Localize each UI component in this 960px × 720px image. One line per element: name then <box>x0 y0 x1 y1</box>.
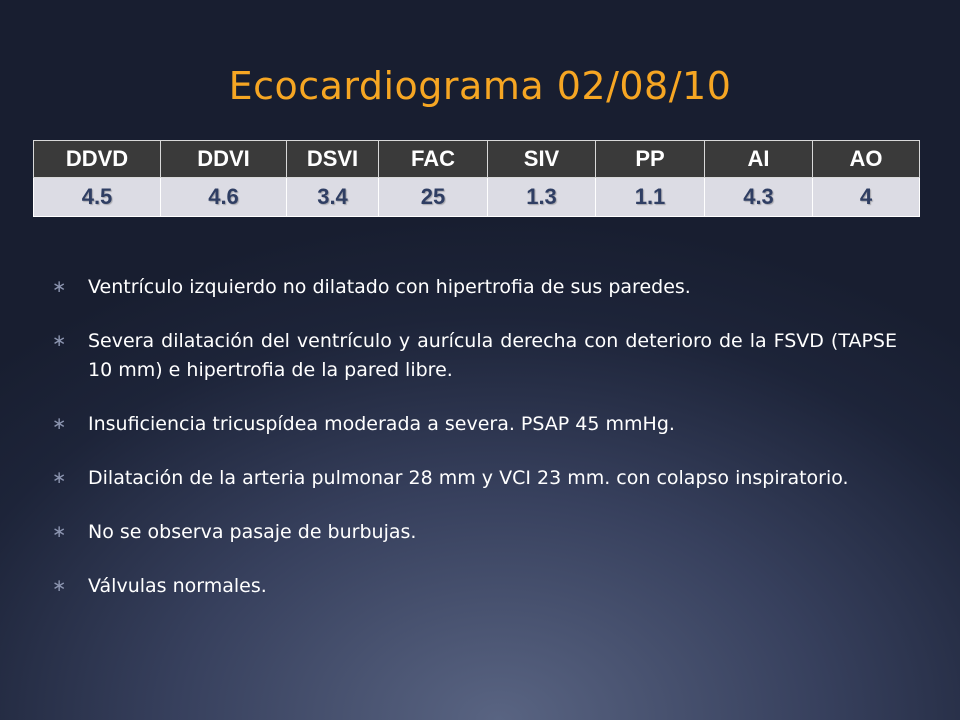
list-item <box>52 410 897 439</box>
table-header-row <box>34 141 920 178</box>
table-row <box>34 178 920 217</box>
header-siv: SIV <box>488 141 596 178</box>
findings-list <box>52 273 897 626</box>
value-siv-text: 1.3 <box>526 184 557 209</box>
value-ddvd <box>34 178 161 217</box>
value-dsvi-text: 3.4 <box>317 184 348 209</box>
slide-title: Ecocardiograma 02/08/10 <box>228 64 732 108</box>
bullet-asterisk-icon: ∗ <box>52 414 67 434</box>
header-dsvi: DSVI <box>287 141 379 178</box>
finding-text: No se observa pasaje de burbujas. <box>88 521 417 543</box>
finding-text: Dilatación de la arteria pulmonar 28 mm y VCI 23 mm. con colapso inspiratorio. <box>88 467 849 489</box>
header-ai: AI <box>705 141 813 178</box>
echo-measurements-table <box>33 140 920 217</box>
value-ddvi-text: 4.6 <box>208 184 239 209</box>
finding-text: Insuficiencia tricuspídea moderada a severa. PSAP 45 mmHg. <box>88 413 675 435</box>
value-pp <box>596 178 705 217</box>
header-ao: AO <box>813 141 920 178</box>
bullet-asterisk-icon: ∗ <box>52 331 67 351</box>
list-item <box>52 464 897 493</box>
value-ao-text: 4 <box>859 184 873 209</box>
finding-text: Ventrículo izquierdo no dilatado con hipertrofia de sus paredes. <box>88 276 691 298</box>
bullet-asterisk-icon: ∗ <box>52 576 67 596</box>
header-pp: PP <box>596 141 705 178</box>
bullet-asterisk-icon: ∗ <box>52 522 67 542</box>
value-ai-text: 4.3 <box>743 184 774 209</box>
header-fac: FAC <box>379 141 488 178</box>
value-ddvd-text: 4.5 <box>81 184 113 209</box>
value-ai <box>705 178 813 217</box>
value-pp-text: 1.1 <box>634 184 666 209</box>
value-ddvi <box>161 178 287 217</box>
finding-text: Válvulas normales. <box>88 575 267 597</box>
list-item <box>52 518 897 547</box>
list-item <box>52 572 897 601</box>
list-item <box>52 327 897 385</box>
value-fac-text: 25 <box>420 184 446 209</box>
value-dsvi <box>287 178 379 217</box>
bullet-asterisk-icon: ∗ <box>52 277 67 297</box>
header-ddvi: DDVI <box>161 141 287 178</box>
value-fac <box>379 178 488 217</box>
value-ao <box>813 178 920 217</box>
value-siv <box>488 178 596 217</box>
finding-text: Severa dilatación del ventrículo y aurícula derecha con deterioro de la FSVD (TAPSE 10 mm) e hipertrofia de la pared libre. <box>88 330 897 381</box>
list-item <box>52 273 897 302</box>
bullet-asterisk-icon: ∗ <box>52 468 67 488</box>
header-ddvd: DDVD <box>34 141 161 178</box>
